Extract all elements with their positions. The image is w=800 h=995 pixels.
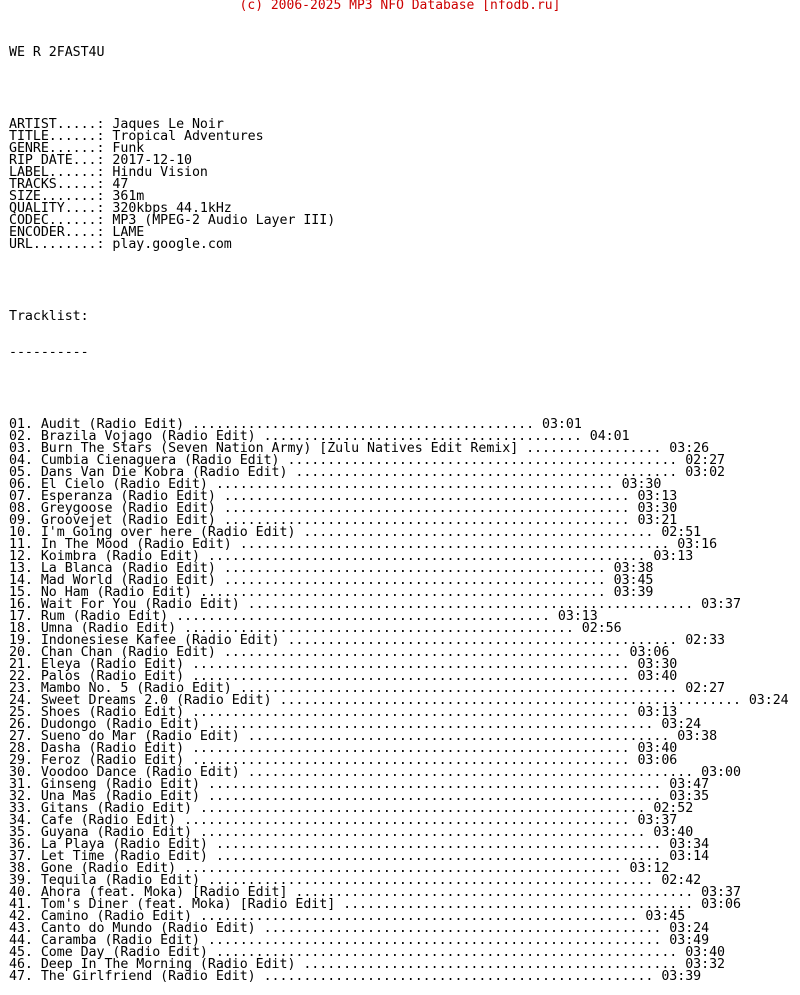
- info-line: TRACKS.....: 47: [9, 177, 129, 192]
- track-row: 21. Eleya (Radio Edit) ....................................................... 03:30: [9, 657, 678, 672]
- track-row: 06. El Cielo (Radio Edit) .................................................. 03:30: [9, 477, 662, 492]
- info-line: QUALITY....: 320kbps 44.1kHz: [9, 201, 232, 216]
- info-line: ARTIST.....: Jaques Le Noir: [9, 117, 224, 132]
- track-row: 45. Come Day (Radio Edit) .......................................................... 03:40: [9, 945, 725, 960]
- spacer: [9, 275, 789, 287]
- track-row: 41. Tom's Diner (feat. Moka) [Radio Edit] ............................................ 03:06: [9, 897, 741, 912]
- track-row: 28. Dasha (Radio Edit) ....................................................... 03:40: [9, 741, 678, 756]
- track-row: 11. In The Mood (Radio Edit) ...................................................... 03:16: [9, 537, 718, 552]
- track-row: 43. Canto do Mundo (Radio Edit) .................................................. 03:24: [9, 921, 710, 936]
- track-row: 29. Feroz (Radio Edit) ....................................................... 03:06: [9, 753, 678, 768]
- info-line: SIZE.......: 361m: [9, 189, 145, 204]
- track-row: 36. La Playa (Radio Edit) ........................................................ 03:34: [9, 837, 710, 852]
- track-row: 17. Rum (Radio Edit) ............................................... 03:13: [9, 609, 598, 624]
- track-row: 07. Esperanza (Radio Edit) ................................................... 03:13: [9, 489, 678, 504]
- track-row: 02. Brazila Vojago (Radio Edit) ........................................ 04:01: [9, 429, 630, 444]
- track-row: 40. Ahora (feat. Moka) [Radio Edit] .................................................. 03:37: [9, 885, 741, 900]
- info-line: URL........: play.google.com: [9, 237, 232, 252]
- info-line: LABEL......: Hindu Vision: [9, 165, 208, 180]
- track-row: 30. Voodoo Dance (Radio Edit) ........................................................ 03:00: [9, 765, 741, 780]
- track-row: 19. Indonesiese Kafee (Radio Edit) ................................................. 02:33: [9, 633, 725, 648]
- track-row: 12. Koimbra (Radio Edit) ....................................................... 03:13: [9, 549, 694, 564]
- track-row: 31. Ginseng (Radio Edit) ......................................................... 03:47: [9, 777, 710, 792]
- track-row: 44. Caramba (Radio Edit) ......................................................... 03:49: [9, 933, 710, 948]
- track-row: 15. No Ham (Radio Edit) ................................................... 03:39: [9, 585, 654, 600]
- track-row: 37. Let Time (Radio Edit) ........................................................ 03:14: [9, 849, 710, 864]
- track-row: 13. La Blanca (Radio Edit) ................................................ 03:38: [9, 561, 654, 576]
- track-row: 26. Dudongo (Radio Edit) ........................................................ 03:24: [9, 717, 702, 732]
- tracklist-title: Tracklist:: [9, 309, 89, 324]
- track-row: 22. Palos (Radio Edit) ....................................................... 03:40: [9, 669, 678, 684]
- track-row: 38. Gone (Radio Edit) ....................................................... 03:12: [9, 861, 670, 876]
- track-row: 24. Sweet Dreams 2.0 (Radio Edit) .......................................................... 03:24: [9, 693, 789, 708]
- track-row: 42. Camino (Radio Edit) ....................................................... 03:45: [9, 909, 686, 924]
- track-row: 18. Umna (Radio Edit) ................................................. 02:56: [9, 621, 622, 636]
- spacer: [9, 83, 789, 95]
- track-row: 32. Una Mas (Radio Edit) ......................................................... 03:35: [9, 789, 710, 804]
- track-row: 03. Burn The Stars (Seven Nation Army) [Zulu Natives Edit Remix] ................. 03:26: [9, 441, 710, 456]
- track-row: 27. Sueno do Mar (Radio Edit) ..................................................... 03:38: [9, 729, 718, 744]
- track-row: 01. Audit (Radio Edit) ........................................... 03:01: [9, 417, 582, 432]
- track-row: 35. Guyana (Radio Edit) ........................................................ 03:40: [9, 825, 694, 840]
- info-line: GENRE......: Funk: [9, 141, 145, 156]
- info-line: CODEC......: MP3 (MPEG-2 Audio Layer III): [9, 213, 336, 228]
- track-row: 23. Mambo No. 5 (Radio Edit) ....................................................... 02:27: [9, 681, 725, 696]
- info-line: RIP DATE...: 2017-12-10: [9, 153, 192, 168]
- track-row: 46. Deep In The Morning (Radio Edit) ............................................... 03:32: [9, 957, 725, 972]
- info-line: TITLE......: Tropical Adventures: [9, 129, 264, 144]
- release-group: WE R 2FAST4U: [9, 45, 105, 60]
- track-row: 20. Chan Chan (Radio Edit) .................................................. 03:06: [9, 645, 670, 660]
- tracklist-underline: ----------: [9, 345, 89, 360]
- nfo-document: [9, 23, 789, 995]
- track-row: 10. I'm Going over here (Radio Edit) ............................................ 02:51: [9, 525, 702, 540]
- track-row: 34. Cafe (Radio Edit) ........................................................ 03:37: [9, 813, 678, 828]
- track-row: 14. Mad World (Radio Edit) ................................................ 03:45: [9, 573, 654, 588]
- track-row: 09. Groovejet (Radio Edit) ................................................... 03:21: [9, 513, 678, 528]
- track-row: 25. Shoes (Radio Edit) ....................................................... 03:13: [9, 705, 678, 720]
- track-row: 04. Cumbia Cienaguera (Radio Edit) ................................................. 02:27: [9, 453, 725, 468]
- release-info: [9, 119, 789, 251]
- track-row: 16. Wait For You (Radio Edit) ........................................................ 03:37: [9, 597, 741, 612]
- tracklist: [9, 419, 789, 983]
- track-row: 08. Greygoose (Radio Edit) ................................................... 03:30: [9, 501, 678, 516]
- site-header: (c) 2006-2025 MP3 NFO Database [nfodb.ru]: [239, 0, 561, 13]
- track-row: 47. The Girlfriend (Radio Edit) ................................................. 03:39: [9, 969, 702, 984]
- info-line: ENCODER....: LAME: [9, 225, 145, 240]
- track-row: 05. Dans Van Die Kobra (Radio Edit) ................................................ 03:02: [9, 465, 725, 480]
- spacer: [9, 383, 789, 395]
- track-row: 39. Tequila (Radio Edit) ........................................................ 02:42: [9, 873, 702, 888]
- track-row: 33. Gitans (Radio Edit) ........................................................ 02:52: [9, 801, 694, 816]
